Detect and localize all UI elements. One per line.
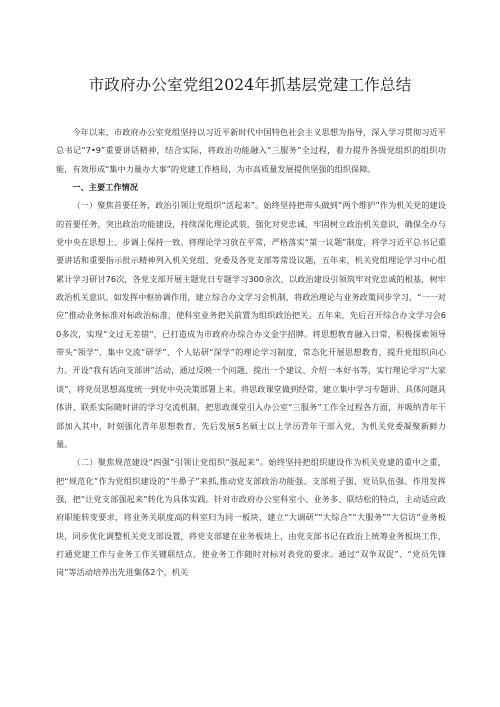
body-paragraph-1: （一）聚焦首要任务，政治引领让党组织“活起来”。始终坚持把带头做到“两个维护”作为机关党的建设的首要任务，突出政治功能建设，持续深化理论武装，强化对党忠诚，牢固树立政治机关意识，确保全办与党中央在思想上、步调上保持一致。将理论学习放在平常，严格落实“第一议题”制度，将学习近平总书记重要讲话和重要指示批示精神列入机关党组、党委及各党支部等常设议题，五年来，机关党组理论学习中心组累计学习研讨76次，各党支部开展主题党日专题学习300余次，以政治建设引领筑牢对党忠诚的根基，树牢政治机关意识。如发挥中枢协调作用，建立综合办文学习会机制，将政治理论与业务政策同步学习，“一一对应”推动业务标准对标政治标准，使科室业务把关前置为组织政治把关。五年来，先后召开综合办文学习会60多次，实现“文过无差错”，已打造成为市政府办综合办文金字招牌。将思想教育融入日常，积极探索领导带头“领学”、集中交流“研学”、个人钻研“深学”的理论学习制度，常态化开展思想教育，提升党组织向心力。开设“我有话向支部讲”活动，通过反映一个问题、提出一个建议、介绍一本好书等，实行理论学习“大家谈”，将党员思想高度统一到党中央决策部署上来。将思政课堂做到经常，建立集中学习专题讲、具体问题具体讲、联系实际随时讲的学习交流机制，把思政课堂引入办公室“三服务”工作全过程各方面，并吸纳青年干部加入其中，时刻强化青年思想教育，先后发展5名硕士以上学历青年干部入党，为机关党委凝聚新鲜力量。 bbox=[56, 200, 446, 449]
section-heading: 一、主要工作情况 bbox=[72, 182, 138, 193]
document-title: 市政府办公室党组2024年抓基层党建工作总结 bbox=[88, 76, 412, 94]
intro-paragraph: 今年以来，市政府办公室党组坚持以习近平新时代中国特色社会主义思想为指导，深入学习贯彻习近平总书记“7•9”重要讲话精神，结合实际，将政治功能融入“三服务”全过程，着力提升各级党组织的组织功能，有效形成“集中力量办大事”的党建工作格局，为市高质量发展提供坚强的组织保障。 bbox=[56, 127, 446, 174]
body-paragraph-2: （二）聚焦规范建设“四强”引领让党组织“强起来”。始终坚持把组织建设作为机关党建的重中之重，把“规范化”作为党组织建设的“牛鼻子”来抓,推动党支部政治功能强、支部班子强、党员队伍强、作用发挥强，把“让党支部强起来”转化为具体实践。针对市政府办公室科室小、业务多、联结松的特点，主动适应政府职能转变要求，将业务关联度高的科室归为同一板块，建立“大调研”“大综合”“大服务”“大信访”业务板块，同步优化调整机关党支部设置，将党支部建在业务板块上，由党支部书记在政治上统筹业务板块工作，打通党建工作与业务工作关键联结点，使业务工作随时对标对表党的要求。通过“双争双促”、“党员先锋岗”等活动培养出先进集体2个，机关 bbox=[56, 457, 446, 578]
document-body bbox=[56, 123, 446, 582]
